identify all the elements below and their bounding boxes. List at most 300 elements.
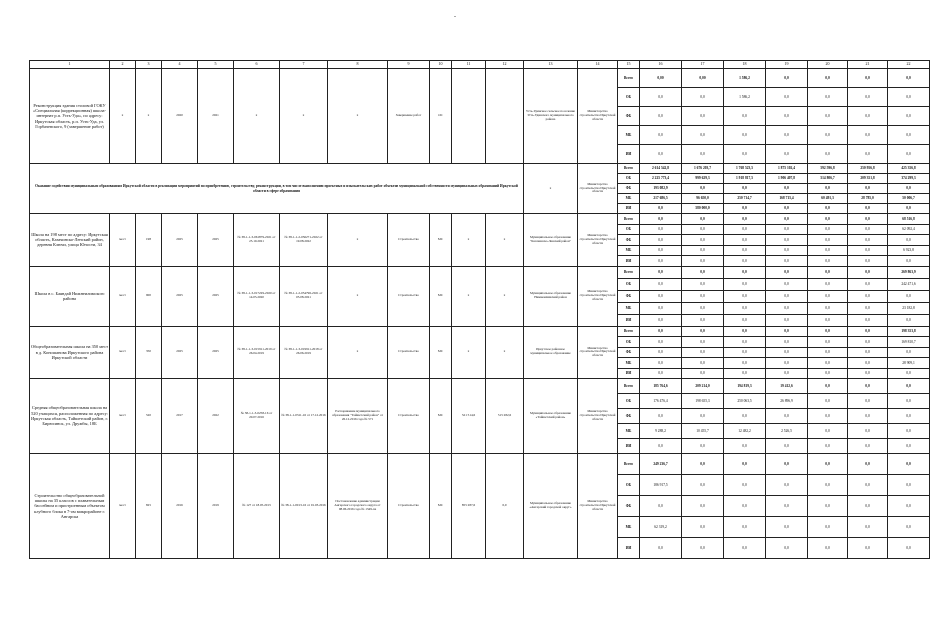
object-field-c6: № 38-1-1-3-0258-16 от 20.07.2016	[234, 379, 280, 454]
amount-cell: 0,0	[682, 256, 724, 267]
amount-cell: 0,0	[766, 107, 808, 126]
amount-cell: 0,0	[888, 538, 930, 559]
object-field-c14: Министерство строительства Иркутской области	[578, 266, 618, 326]
amount-cell: 9 288,2	[640, 424, 682, 439]
column-number: 5	[198, 61, 234, 69]
amount-cell: 28 785,0	[848, 194, 888, 204]
amount-cell: 0,0	[682, 302, 724, 314]
amount-cell: 2 614 542,8	[640, 164, 682, 174]
amount-cell: 2 526,5	[766, 424, 808, 439]
amount-cell: 0,0	[888, 368, 930, 379]
amount-cell: 0,0	[848, 145, 888, 164]
object-field-c9: Завершение работ	[388, 69, 430, 164]
amount-cell: 0,0	[724, 107, 766, 126]
funding-source-label: ФБ	[618, 184, 640, 194]
column-number: 22	[888, 61, 930, 69]
amount-cell: 592 596,8	[808, 164, 848, 174]
funding-source-label: ИИ	[618, 145, 640, 164]
amount-cell: 0,0	[724, 454, 766, 475]
column-number: 11	[452, 61, 486, 69]
amount-cell: 0,0	[640, 337, 682, 348]
amount-cell: 0,0	[766, 235, 808, 246]
amount-cell: 0,0	[766, 517, 808, 538]
amount-cell: 0,0	[682, 337, 724, 348]
object-field-c8: Распоряжение муниципального образования "Тайшетский район" от 26.12.2016 года № 571	[328, 379, 388, 454]
amount-cell: 0,0	[682, 538, 724, 559]
amount-cell: 0,0	[888, 454, 930, 475]
object-field-c9: Строительство	[388, 379, 430, 454]
amount-cell: 0,0	[808, 69, 848, 88]
amount-cell: 0,0	[848, 517, 888, 538]
amount-cell: 0,0	[808, 204, 848, 214]
amount-cell: 1 676 203,7	[682, 164, 724, 174]
object-field-c2: мест	[110, 454, 136, 559]
amount-cell: 0,0	[808, 409, 848, 424]
table-row	[30, 164, 930, 174]
amount-cell: 0,0	[766, 496, 808, 517]
object-field-c13: Усть-Удинское сельское поселение Усть-Удинского муниципального района	[524, 69, 578, 164]
column-number: 7	[280, 61, 328, 69]
object-field-c3: 825	[136, 454, 162, 559]
amount-cell: 169 810,7	[888, 337, 930, 348]
amount-cell: 0,0	[682, 475, 724, 496]
amount-cell: 0,0	[682, 409, 724, 424]
amount-cell: 0,0	[724, 496, 766, 517]
amount-cell: 0,0	[682, 439, 724, 454]
amount-cell: 0,0	[808, 302, 848, 314]
object-field-c12: 0,0	[486, 454, 524, 559]
amount-cell: 0,0	[640, 326, 682, 337]
amount-cell: 0,0	[640, 245, 682, 256]
amount-cell: 185 764,6	[640, 379, 682, 394]
funding-source-label: МБ	[618, 194, 640, 204]
amount-cell: 0,0	[888, 145, 930, 164]
object-field-c8: х	[328, 214, 388, 267]
amount-cell: 0,0	[848, 224, 888, 235]
amount-cell: 0,0	[724, 368, 766, 379]
amount-cell: 0,0	[766, 204, 808, 214]
funding-source-label: Всего	[618, 69, 640, 88]
amount-cell: 1 906 407,8	[766, 174, 808, 184]
column-number: 17	[682, 61, 724, 69]
amount-cell: 0,0	[766, 88, 808, 107]
amount-cell: 0,0	[724, 214, 766, 225]
amount-cell: 0,0	[848, 368, 888, 379]
amount-cell: 1 875 102,4	[766, 164, 808, 174]
amount-cell: 0,0	[682, 368, 724, 379]
amount-cell: 0,0	[724, 439, 766, 454]
amount-cell: 0,0	[808, 454, 848, 475]
amount-cell: 0,0	[848, 184, 888, 194]
amount-cell: 62 092,4	[888, 224, 930, 235]
funding-source-label: МБ	[618, 126, 640, 145]
amount-cell: 0,0	[888, 204, 930, 214]
object-field-c7: № 38-1-1-0013-16 от 01.03.2016	[280, 454, 328, 559]
amount-cell: 0,0	[766, 314, 808, 326]
amount-cell: 26 896,9	[766, 394, 808, 409]
object-field-c9: Строительство	[388, 266, 430, 326]
amount-cell: 0,0	[682, 88, 724, 107]
funding-source-label: ФБ	[618, 290, 640, 302]
amount-cell: 0,0	[808, 126, 848, 145]
object-field-c4: 2025	[162, 326, 198, 379]
amount-cell: 0,0	[808, 290, 848, 302]
funding-source-label: МБ	[618, 245, 640, 256]
funding-source-label: ФБ	[618, 496, 640, 517]
amount-cell: 0,0	[640, 347, 682, 358]
table-row	[30, 214, 930, 225]
funding-source-label: МБ	[618, 358, 640, 369]
object-name: Общеобразовательная школа на 350 мест в д. Коношанова Иркутского района Иркутской области	[30, 326, 110, 379]
amount-cell: 0,0	[766, 245, 808, 256]
amount-cell: 0,0	[682, 278, 724, 290]
object-field-c12: х	[486, 214, 524, 267]
object-field-c13: Муниципальное образование «Тайшетский район»	[524, 379, 578, 454]
amount-cell: 168 715,4	[766, 194, 808, 204]
amount-cell: 186 917,5	[640, 475, 682, 496]
amount-cell: 514 806,7	[808, 174, 848, 184]
object-field-c13: Муниципальное образование "Казачинско-Ленский район"	[524, 214, 578, 267]
amount-cell: 0,0	[808, 266, 848, 278]
object-field-c13: Иркутское районное муниципальное образование	[524, 326, 578, 379]
amount-cell: 0,0	[808, 214, 848, 225]
amount-cell: 0,0	[888, 88, 930, 107]
amount-cell: 0,0	[888, 235, 930, 246]
amount-cell: 0,0	[808, 358, 848, 369]
amount-cell: 0,0	[848, 538, 888, 559]
object-field-c11	[452, 69, 486, 164]
amount-cell: 0,0	[808, 379, 848, 394]
amount-cell: 0,0	[724, 517, 766, 538]
amount-cell: 0,0	[640, 290, 682, 302]
amount-cell: 0,0	[808, 107, 848, 126]
object-field-c4: 2017	[162, 379, 198, 454]
amount-cell: 0,0	[682, 126, 724, 145]
amount-cell: 0,0	[682, 214, 724, 225]
amount-cell: 0,0	[808, 326, 848, 337]
amount-cell: 0,0	[724, 266, 766, 278]
amount-cell: 194 819,3	[724, 379, 766, 394]
column-number: 20	[808, 61, 848, 69]
amount-cell: 0,0	[640, 266, 682, 278]
amount-cell: 0,0	[848, 454, 888, 475]
funding-source-label: МБ	[618, 517, 640, 538]
object-field-c5: 2025	[198, 326, 234, 379]
amount-cell: 0,0	[848, 256, 888, 267]
amount-cell: 0,0	[808, 538, 848, 559]
object-field-c12: х	[486, 326, 524, 379]
amount-cell: 0,0	[848, 126, 888, 145]
funding-source-label: ОБ	[618, 337, 640, 348]
amount-cell: 0,0	[724, 126, 766, 145]
column-number: 9	[388, 61, 430, 69]
amount-cell: 0,0	[682, 235, 724, 246]
object-field-c14: Министерство строительства Иркутской области	[578, 326, 618, 379]
amount-cell: 0,0	[724, 337, 766, 348]
object-field-c2: мест	[110, 326, 136, 379]
object-field-c2: мест	[110, 266, 136, 326]
amount-cell: 0,0	[766, 409, 808, 424]
object-field-c10: ОС	[430, 69, 452, 164]
amount-cell: 0,0	[766, 302, 808, 314]
object-field-c9: Строительство	[388, 214, 430, 267]
amount-cell: 0,0	[848, 302, 888, 314]
amount-cell: 0,0	[640, 256, 682, 267]
amount-cell: 0,0	[808, 145, 848, 164]
amount-cell: 0,0	[724, 358, 766, 369]
amount-cell: 0,0	[848, 379, 888, 394]
table-row	[30, 379, 930, 394]
amount-cell: 580 000,0	[682, 204, 724, 214]
amount-cell: 0,0	[682, 496, 724, 517]
funding-source-label: ИИ	[618, 314, 640, 326]
amount-cell: 0,0	[848, 278, 888, 290]
amount-cell: 249 236,7	[640, 454, 682, 475]
amount-cell: 0,0	[724, 326, 766, 337]
amount-cell: 0,0	[682, 107, 724, 126]
amount-cell: 0,0	[640, 358, 682, 369]
column-number: 19	[766, 61, 808, 69]
funding-source-label: ИИ	[618, 368, 640, 379]
amount-cell: 0,0	[682, 454, 724, 475]
object-field-c8: х	[328, 326, 388, 379]
amount-cell: 0,0	[724, 290, 766, 302]
object-field-c9: Строительство	[388, 326, 430, 379]
object-field-c11: х	[452, 214, 486, 267]
amount-cell: 0,0	[640, 314, 682, 326]
amount-cell: 0,0	[682, 184, 724, 194]
amount-cell: 0,0	[640, 107, 682, 126]
amount-cell: 0,0	[848, 204, 888, 214]
object-field-c13: Муниципальное образование Нижнеилимский район	[524, 266, 578, 326]
funding-source-label: ИИ	[618, 256, 640, 267]
funding-source-label: ИИ	[618, 204, 640, 214]
amount-cell: 0,0	[888, 409, 930, 424]
column-number: 12	[486, 61, 524, 69]
amount-cell: 0,0	[888, 290, 930, 302]
object-field-c3: 900	[136, 266, 162, 326]
amount-cell: 0,0	[766, 145, 808, 164]
amount-cell: 0,0	[766, 224, 808, 235]
column-number: 2	[110, 61, 136, 69]
amount-cell: 0,0	[640, 409, 682, 424]
column-number: 8	[328, 61, 388, 69]
amount-cell: 0,0	[724, 409, 766, 424]
amount-cell: 0,0	[848, 337, 888, 348]
amount-cell: 1 586,2	[724, 88, 766, 107]
object-field-c4: 2016	[162, 454, 198, 559]
amount-cell: 0,0	[724, 256, 766, 267]
amount-cell: 0,0	[888, 126, 930, 145]
amount-cell: 23 182,8	[888, 302, 930, 314]
object-field-c3: 520	[136, 379, 162, 454]
funding-source-label: ОБ	[618, 174, 640, 184]
column-number: 13	[524, 61, 578, 69]
amount-cell: 0,0	[724, 145, 766, 164]
amount-cell: 0,0	[682, 266, 724, 278]
funding-source-label: ФБ	[618, 107, 640, 126]
funding-source-label: ФБ	[618, 235, 640, 246]
object-field-c5: 2019	[198, 454, 234, 559]
amount-cell: 0,0	[724, 235, 766, 246]
amount-cell: 0,0	[682, 290, 724, 302]
amount-cell: 96 650,0	[682, 194, 724, 204]
amount-cell: 250 063,5	[724, 394, 766, 409]
amount-cell: 0,0	[640, 214, 682, 225]
amount-cell: 0,0	[848, 394, 888, 409]
amount-cell: 0,0	[640, 224, 682, 235]
amount-cell: 0,0	[682, 224, 724, 235]
amount-cell: 0,0	[848, 266, 888, 278]
amount-cell: 242 471,6	[888, 278, 930, 290]
column-number-row	[30, 61, 930, 69]
funding-source-label: Всего	[618, 454, 640, 475]
amount-cell: 0,0	[682, 245, 724, 256]
object-name: Средняя общеобразовательная школа на 520 учащихся, расположенная по адресу: Иркутская область, Тайшетский район, г. Бирюсинск, ул. Дружбы, 18Б	[30, 379, 110, 454]
amount-cell: 0,0	[888, 475, 930, 496]
object-field-c10: МС	[430, 266, 452, 326]
amount-cell: 198 353,8	[888, 326, 930, 337]
amount-cell: 0,0	[766, 256, 808, 267]
amount-cell: 0,0	[766, 439, 808, 454]
amount-cell: 0,0	[640, 368, 682, 379]
amount-cell: 0,0	[808, 517, 848, 538]
funding-source-label: Всего	[618, 379, 640, 394]
subsidy-measure-name: Оказание содействия муниципальным образованиям Иркутской области в реализации мероприятий по приобретению, строительству, реконструкции, в том числе выполнению проектных и изыскательских работ объектов муниципальной собственности муниципальных образований Иркутской области в сфере образования	[30, 164, 524, 214]
amount-cell: 0,0	[766, 326, 808, 337]
amount-cell: 0,0	[848, 314, 888, 326]
amount-cell: 209 351,8	[848, 174, 888, 184]
funding-source-label: ИИ	[618, 538, 640, 559]
amount-cell: 0,0	[848, 439, 888, 454]
object-field-c11: 521 514,6	[452, 379, 486, 454]
amount-cell: 0,0	[808, 88, 848, 107]
object-field-c10: МС	[430, 214, 452, 267]
funding-source-label: ФБ	[618, 409, 640, 424]
amount-cell: 0,0	[682, 326, 724, 337]
amount-cell: 0,0	[848, 347, 888, 358]
amount-cell: 0,0	[888, 496, 930, 517]
amount-cell: 374 299,3	[888, 174, 930, 184]
funding-source-label: Всего	[618, 164, 640, 174]
amount-cell: 0,0	[724, 314, 766, 326]
amount-cell: 0,0	[808, 439, 848, 454]
column-number: 1	[30, 61, 110, 69]
amount-cell: 1 768 523,5	[724, 164, 766, 174]
amount-cell: 0,0	[640, 496, 682, 517]
funding-source-label: ОБ	[618, 394, 640, 409]
amount-cell: 0,0	[808, 337, 848, 348]
amount-cell: 0,0	[848, 496, 888, 517]
object-field-c5: 2025	[198, 214, 234, 267]
amount-cell: 0,0	[724, 245, 766, 256]
amount-cell: 0,0	[888, 69, 930, 88]
amount-cell: 0,0	[848, 107, 888, 126]
amount-cell: 28 909,1	[888, 358, 930, 369]
object-field-c6: № 127 от 18.05.2013	[234, 454, 280, 559]
object-field-c3: 198	[136, 214, 162, 267]
object-field-c12: 515 282,6	[486, 379, 524, 454]
object-field-c4: 2025	[162, 214, 198, 267]
amount-cell: 0,0	[808, 256, 848, 267]
object-field-c8: Постановление администрации Ангарского городского округа от 08.06.2016 года № 1349-па	[328, 454, 388, 559]
object-field-c13: Муниципальное образование «Ангарский городской округ»	[524, 454, 578, 559]
amount-cell: 0,0	[888, 424, 930, 439]
funding-source-label: ОБ	[618, 88, 640, 107]
amount-cell: 0,0	[766, 538, 808, 559]
amount-cell: 0,0	[808, 475, 848, 496]
amount-cell: 0,0	[682, 314, 724, 326]
object-name: Реконструкция здания столовой ГОКУ «Специальная (коррекционная) школа-интернат р.п. Усть-Уда», по адресу: Иркутская область, р.п. Усть-Уда, ул. Горбачевского, 9 (завершение работ)	[30, 69, 110, 164]
amount-cell: 0,0	[766, 337, 808, 348]
amount-cell: 0,0	[888, 107, 930, 126]
object-name: Школа на 198 мест по адресу: Иркутская область, Казачинско-Ленский район, деревня Ключи, улица Юности, 34	[30, 214, 110, 267]
amount-cell: 198 655,3	[682, 394, 724, 409]
amount-cell: 0,0	[766, 475, 808, 496]
financing-table	[29, 60, 930, 559]
amount-cell: 0,0	[848, 358, 888, 369]
funding-source-label: ОБ	[618, 278, 640, 290]
amount-cell: 0,0	[724, 347, 766, 358]
amount-cell: 0,0	[724, 224, 766, 235]
amount-cell: 0,0	[888, 314, 930, 326]
funding-source-label: Всего	[618, 214, 640, 225]
amount-cell: 0,0	[766, 214, 808, 225]
amount-cell: 425 356,8	[888, 164, 930, 174]
amount-cell: 269 863,9	[888, 266, 930, 278]
amount-cell: 0,0	[808, 245, 848, 256]
amount-cell: 0,0	[724, 475, 766, 496]
object-field-c5: 2022	[198, 379, 234, 454]
amount-cell: 50 006,7	[888, 194, 930, 204]
amount-cell: 0,0	[640, 126, 682, 145]
column-number: 10	[430, 61, 452, 69]
object-field-c3: 350	[136, 326, 162, 379]
object-field-c7: № 38-1-1-2-056271-2022 от 19.08.2022	[280, 214, 328, 267]
funding-source-label: МБ	[618, 424, 640, 439]
table-row	[30, 266, 930, 278]
funding-source-label: ОБ	[618, 224, 640, 235]
object-field-c6: № 38-1-1-3-017229-2020 от 14.05.2020	[234, 266, 280, 326]
amount-cell: 0,0	[640, 204, 682, 214]
amount-cell: 0,0	[888, 517, 930, 538]
amount-cell: 19 412,6	[766, 379, 808, 394]
object-field-c11: 855 287,6	[452, 454, 486, 559]
amount-cell: 0,0	[766, 368, 808, 379]
amount-cell: 0,0	[808, 224, 848, 235]
object-field-c11: х	[452, 326, 486, 379]
amount-cell: 2 225 773,4	[640, 174, 682, 184]
amount-cell: 0,00	[640, 69, 682, 88]
amount-cell: 0,0	[848, 424, 888, 439]
funding-source-label: ИИ	[618, 439, 640, 454]
amount-cell: 0,0	[888, 256, 930, 267]
object-field-c7: х	[280, 69, 328, 164]
amount-cell: 0,0	[808, 424, 848, 439]
amount-cell: 68 516,8	[888, 214, 930, 225]
table-row	[30, 326, 930, 337]
object-field-c8: х	[328, 69, 388, 164]
amount-cell: 0,0	[724, 278, 766, 290]
table-row	[30, 454, 930, 475]
amount-cell: 0,0	[888, 379, 930, 394]
amount-cell: 0,0	[640, 145, 682, 164]
object-field-c14: Министерство строительства Иркутской области	[578, 379, 618, 454]
object-field-c14: Министерство строительства Иркутской области	[578, 454, 618, 559]
amount-cell: 0,0	[808, 314, 848, 326]
column-number: 6	[234, 61, 280, 69]
amount-cell: 12 482,2	[724, 424, 766, 439]
